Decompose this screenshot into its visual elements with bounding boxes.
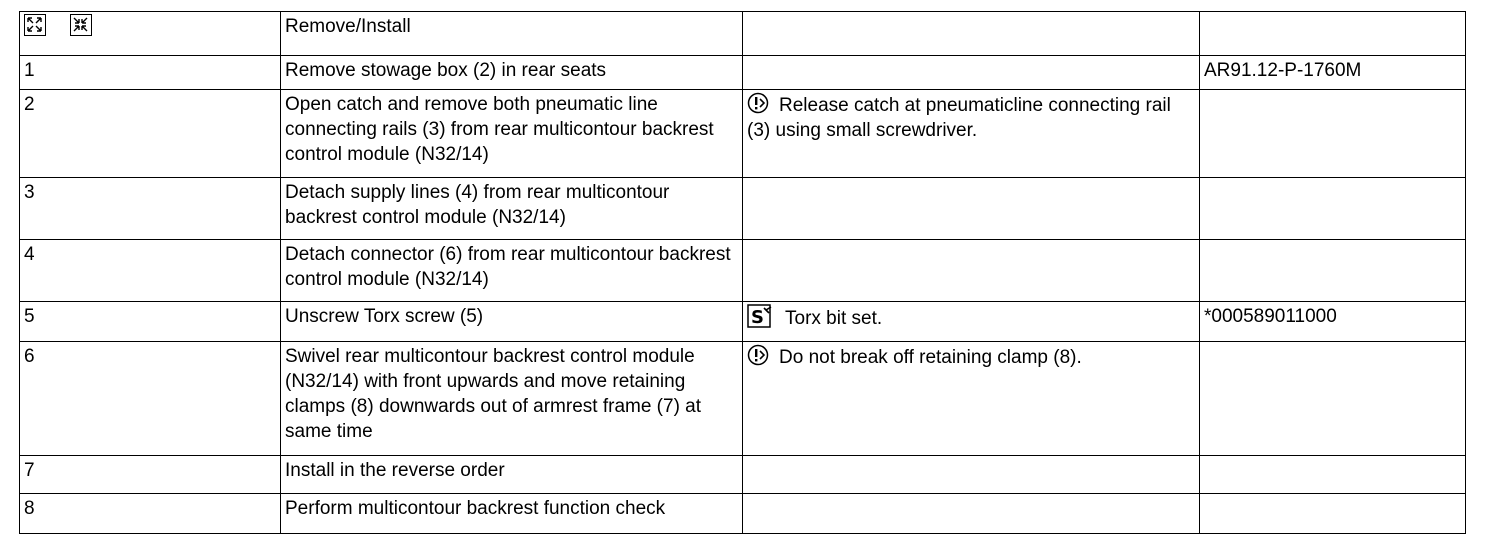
step-note: [743, 494, 1200, 534]
collapse-icon[interactable]: [70, 14, 92, 36]
header-ref-cell: [1200, 12, 1466, 56]
step-note: [743, 178, 1200, 240]
step-reference: [1200, 178, 1466, 240]
step-note: [743, 56, 1200, 90]
table-row: [20, 456, 1466, 494]
step-number: 3: [20, 178, 281, 240]
step-text: Open catch and remove both pneumatic line connecting rails (3) from rear multicontour backrest control module (N32/14): [281, 90, 743, 178]
step-reference: [1200, 90, 1466, 178]
step-text: Detach connector (6) from rear multicontour backrest control module (N32/14): [281, 240, 743, 302]
step-text: Unscrew Torx screw (5): [281, 302, 743, 342]
table-row: [20, 494, 1466, 534]
step-note: [743, 90, 1200, 178]
step-number: 2: [20, 90, 281, 178]
step-number: 1: [20, 56, 281, 90]
step-reference: [1200, 456, 1466, 494]
table-row: [20, 342, 1466, 456]
table-row: [20, 90, 1466, 178]
step-number: 8: [20, 494, 281, 534]
header-row: [20, 12, 1466, 56]
svg-text:S: S: [751, 307, 764, 328]
step-reference: [1200, 342, 1466, 456]
expand-icon[interactable]: [24, 14, 46, 36]
step-reference: [1200, 494, 1466, 534]
step-reference-link[interactable]: AR91.12-P-1760M: [1200, 56, 1466, 90]
warning-note-icon: [747, 92, 769, 114]
step-note: [743, 342, 1200, 456]
step-note: [743, 302, 1200, 342]
step-text: Remove stowage box (2) in rear seats: [281, 56, 743, 90]
step-note: [743, 240, 1200, 302]
header-note-cell: [743, 12, 1200, 56]
step-text: Detach supply lines (4) from rear multicontour backrest control module (N32/14): [281, 178, 743, 240]
table-row: [20, 178, 1466, 240]
table-row: [20, 240, 1466, 302]
step-number: 6: [20, 342, 281, 456]
step-reference-link[interactable]: *000589011000: [1200, 302, 1466, 342]
header-icons-cell: [20, 12, 281, 56]
step-text: Perform multicontour backrest function check: [281, 494, 743, 534]
header-title: Remove/Install: [281, 12, 743, 56]
step-number: 4: [20, 240, 281, 302]
step-number: 7: [20, 456, 281, 494]
step-note-text: Torx bit set.: [785, 308, 883, 329]
table-row: [20, 56, 1466, 90]
step-note: [743, 456, 1200, 494]
special-tool-icon: [747, 304, 773, 328]
warning-note-icon: [747, 344, 769, 366]
step-text: Swivel rear multicontour backrest control module (N32/14) with front upwards and move retaining clamps (8) downwards out of armrest frame (7) at same time: [281, 342, 743, 456]
step-text: Install in the reverse order: [281, 456, 743, 494]
table-row: [20, 302, 1466, 342]
step-reference: [1200, 240, 1466, 302]
step-note-text: Do not break off retaining clamp (8).: [779, 347, 1082, 368]
step-number: 5: [20, 302, 281, 342]
step-note-text: Release catch at pneumaticline connecting rail (3) using small screwdriver.: [747, 95, 1171, 141]
procedure-table: [19, 11, 1466, 534]
